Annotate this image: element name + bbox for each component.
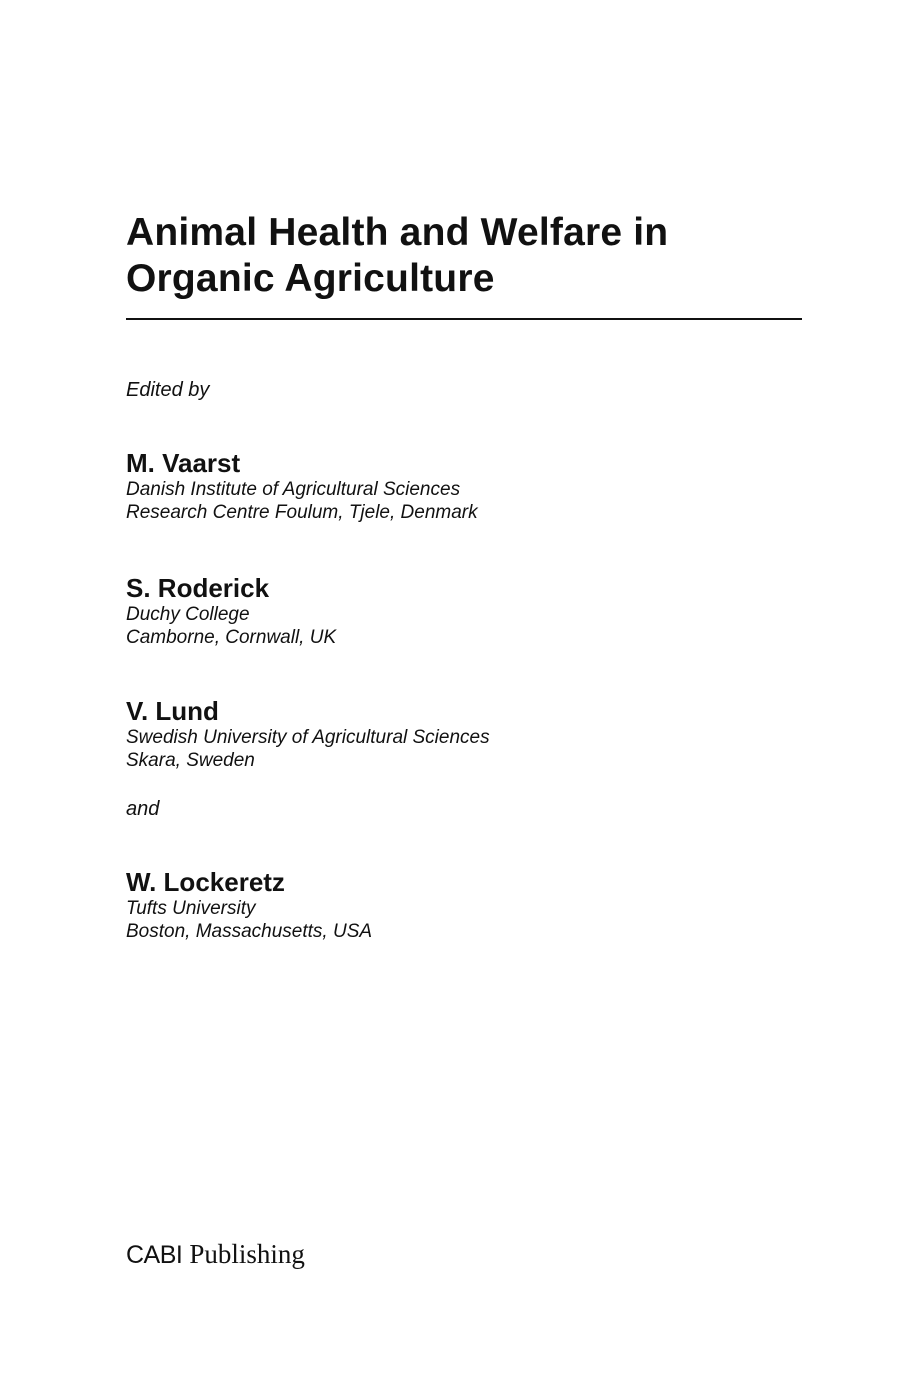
editor-affiliation-line: Camborne, Cornwall, UK [126,627,337,648]
editor-affiliation-line: Research Centre Foulum, Tjele, Denmark [126,502,478,523]
publisher-cabi: CABI [126,1241,183,1269]
editor-affiliation-line: Skara, Sweden [126,750,255,771]
editor-vaarst [126,448,478,524]
editor-lund [126,696,490,772]
publisher-logo [126,1239,305,1270]
and-label: and [126,798,160,820]
editor-roderick [126,573,336,649]
title-rule [126,318,802,320]
editor-lockeretz [126,867,372,943]
title-line-2: Organic Agriculture [126,257,495,300]
title-line-1: Animal Health and Welfare in [126,211,669,254]
editor-affiliation-line: Duchy College [126,604,250,625]
editor-affiliation-line: Boston, Massachusetts, USA [126,921,373,942]
publisher-word: Publishing [189,1239,305,1269]
editor-name: M. Vaarst [126,448,241,478]
editor-name: S. Roderick [126,573,270,603]
editor-affiliation-line: Tufts University [126,898,256,919]
book-title [126,210,802,302]
editor-affiliation-line: Swedish University of Agricultural Sciences [126,727,490,748]
editor-affiliation-line: Danish Institute of Agricultural Sciences [126,479,461,500]
editor-name: W. Lockeretz [126,867,285,897]
editor-name: V. Lund [126,696,219,726]
edited-by-label: Edited by [126,379,210,401]
